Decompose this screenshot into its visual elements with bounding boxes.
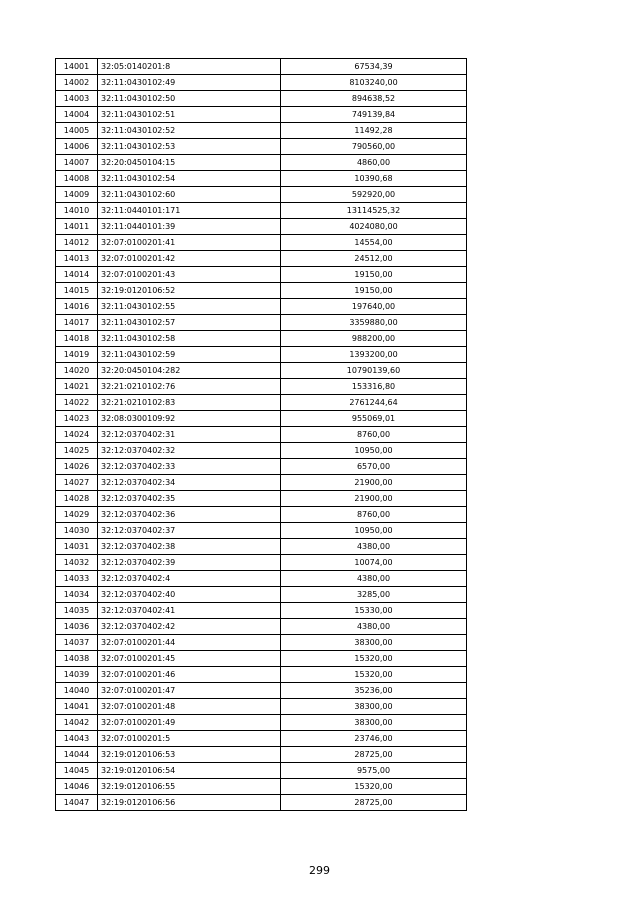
table-row xyxy=(56,379,467,395)
table-row xyxy=(56,75,467,91)
cadastral-number: 32:12:0370402:40 xyxy=(98,587,281,603)
cadastral-number: 32:19:0120106:54 xyxy=(98,763,281,779)
table-row xyxy=(56,507,467,523)
cadastral-number: 32:11:0440101:39 xyxy=(98,219,281,235)
row-number: 14027 xyxy=(56,475,98,491)
row-number: 14034 xyxy=(56,587,98,603)
table-row xyxy=(56,203,467,219)
cadastral-value: 6570,00 xyxy=(281,459,467,475)
table-row xyxy=(56,123,467,139)
row-number: 14039 xyxy=(56,667,98,683)
table-row xyxy=(56,219,467,235)
cadastral-value: 749139,84 xyxy=(281,107,467,123)
row-number: 14047 xyxy=(56,795,98,811)
cadastral-value: 2761244,64 xyxy=(281,395,467,411)
row-number: 14036 xyxy=(56,619,98,635)
row-number: 14001 xyxy=(56,59,98,75)
cadastral-number: 32:07:0100201:5 xyxy=(98,731,281,747)
cadastral-value: 9575,00 xyxy=(281,763,467,779)
table-row xyxy=(56,731,467,747)
table-row xyxy=(56,715,467,731)
cadastral-value: 15320,00 xyxy=(281,651,467,667)
cadastral-number: 32:21:0210102:83 xyxy=(98,395,281,411)
table-row xyxy=(56,347,467,363)
cadastral-number: 32:20:0450104:282 xyxy=(98,363,281,379)
table-body xyxy=(56,59,467,811)
cadastral-number: 32:11:0430102:53 xyxy=(98,139,281,155)
row-number: 14029 xyxy=(56,507,98,523)
cadastral-number: 32:12:0370402:36 xyxy=(98,507,281,523)
cadastral-value: 23746,00 xyxy=(281,731,467,747)
table-row xyxy=(56,571,467,587)
cadastral-value: 13114525,32 xyxy=(281,203,467,219)
row-number: 14026 xyxy=(56,459,98,475)
row-number: 14014 xyxy=(56,267,98,283)
table-row xyxy=(56,699,467,715)
cadastral-number: 32:11:0430102:50 xyxy=(98,91,281,107)
cadastral-value: 35236,00 xyxy=(281,683,467,699)
row-number: 14038 xyxy=(56,651,98,667)
cadastral-number: 32:11:0430102:52 xyxy=(98,123,281,139)
cadastral-value: 790560,00 xyxy=(281,139,467,155)
row-number: 14040 xyxy=(56,683,98,699)
cadastral-value: 21900,00 xyxy=(281,475,467,491)
table-row xyxy=(56,747,467,763)
table-row xyxy=(56,443,467,459)
cadastral-value: 10790139,60 xyxy=(281,363,467,379)
cadastral-number: 32:19:0120106:52 xyxy=(98,283,281,299)
cadastral-value: 15320,00 xyxy=(281,779,467,795)
cadastral-value: 153316,80 xyxy=(281,379,467,395)
cadastral-value: 10950,00 xyxy=(281,443,467,459)
cadastral-number: 32:07:0100201:47 xyxy=(98,683,281,699)
row-number: 14011 xyxy=(56,219,98,235)
row-number: 14021 xyxy=(56,379,98,395)
cadastral-value: 28725,00 xyxy=(281,795,467,811)
cadastral-number: 32:19:0120106:56 xyxy=(98,795,281,811)
cadastral-value: 21900,00 xyxy=(281,491,467,507)
row-number: 14010 xyxy=(56,203,98,219)
table-row xyxy=(56,619,467,635)
cadastral-number: 32:11:0440101:171 xyxy=(98,203,281,219)
cadastral-value: 4380,00 xyxy=(281,619,467,635)
row-number: 14046 xyxy=(56,779,98,795)
cadastral-value: 4024080,00 xyxy=(281,219,467,235)
cadastral-number: 32:21:0210102:76 xyxy=(98,379,281,395)
cadastral-number: 32:07:0100201:49 xyxy=(98,715,281,731)
row-number: 14002 xyxy=(56,75,98,91)
cadastral-number: 32:19:0120106:55 xyxy=(98,779,281,795)
table-row xyxy=(56,523,467,539)
cadastral-value: 38300,00 xyxy=(281,715,467,731)
table-row xyxy=(56,779,467,795)
row-number: 14023 xyxy=(56,411,98,427)
row-number: 14035 xyxy=(56,603,98,619)
table-row xyxy=(56,683,467,699)
row-number: 14016 xyxy=(56,299,98,315)
table-row xyxy=(56,395,467,411)
cadastral-value-table xyxy=(55,58,467,811)
row-number: 14019 xyxy=(56,347,98,363)
cadastral-value: 955069,01 xyxy=(281,411,467,427)
table-row xyxy=(56,251,467,267)
cadastral-number: 32:12:0370402:39 xyxy=(98,555,281,571)
cadastral-value: 4860,00 xyxy=(281,155,467,171)
cadastral-value: 592920,00 xyxy=(281,187,467,203)
cadastral-number: 32:11:0430102:54 xyxy=(98,171,281,187)
row-number: 14025 xyxy=(56,443,98,459)
row-number: 14032 xyxy=(56,555,98,571)
cadastral-value: 19150,00 xyxy=(281,283,467,299)
table-row xyxy=(56,475,467,491)
table-row xyxy=(56,427,467,443)
row-number: 14006 xyxy=(56,139,98,155)
cadastral-number: 32:11:0430102:55 xyxy=(98,299,281,315)
table-row xyxy=(56,315,467,331)
table-row xyxy=(56,603,467,619)
table-row xyxy=(56,331,467,347)
row-number: 14022 xyxy=(56,395,98,411)
table-row xyxy=(56,267,467,283)
row-number: 14004 xyxy=(56,107,98,123)
cadastral-number: 32:12:0370402:32 xyxy=(98,443,281,459)
table-row xyxy=(56,667,467,683)
row-number: 14008 xyxy=(56,171,98,187)
row-number: 14005 xyxy=(56,123,98,139)
row-number: 14037 xyxy=(56,635,98,651)
table-row xyxy=(56,411,467,427)
table-row xyxy=(56,555,467,571)
cadastral-number: 32:20:0450104:15 xyxy=(98,155,281,171)
row-number: 14003 xyxy=(56,91,98,107)
cadastral-value: 10074,00 xyxy=(281,555,467,571)
cadastral-value: 38300,00 xyxy=(281,699,467,715)
cadastral-value: 19150,00 xyxy=(281,267,467,283)
row-number: 14030 xyxy=(56,523,98,539)
cadastral-value: 67534,39 xyxy=(281,59,467,75)
row-number: 14045 xyxy=(56,763,98,779)
table-row xyxy=(56,795,467,811)
table-row xyxy=(56,587,467,603)
cadastral-number: 32:07:0100201:41 xyxy=(98,235,281,251)
table-row xyxy=(56,107,467,123)
table-row xyxy=(56,235,467,251)
row-number: 14042 xyxy=(56,715,98,731)
row-number: 14028 xyxy=(56,491,98,507)
cadastral-number: 32:11:0430102:58 xyxy=(98,331,281,347)
cadastral-number: 32:11:0430102:51 xyxy=(98,107,281,123)
cadastral-number: 32:19:0120106:53 xyxy=(98,747,281,763)
cadastral-value: 10950,00 xyxy=(281,523,467,539)
table-row xyxy=(56,139,467,155)
cadastral-value: 15320,00 xyxy=(281,667,467,683)
table-row xyxy=(56,155,467,171)
row-number: 14012 xyxy=(56,235,98,251)
cadastral-value: 11492,28 xyxy=(281,123,467,139)
table-row xyxy=(56,171,467,187)
row-number: 14015 xyxy=(56,283,98,299)
cadastral-value: 1393200,00 xyxy=(281,347,467,363)
table-row xyxy=(56,59,467,75)
cadastral-number: 32:12:0370402:34 xyxy=(98,475,281,491)
table-row xyxy=(56,491,467,507)
cadastral-number: 32:07:0100201:44 xyxy=(98,635,281,651)
cadastral-number: 32:12:0370402:33 xyxy=(98,459,281,475)
cadastral-value: 3285,00 xyxy=(281,587,467,603)
row-number: 14043 xyxy=(56,731,98,747)
cadastral-number: 32:07:0100201:45 xyxy=(98,651,281,667)
cadastral-number: 32:12:0370402:41 xyxy=(98,603,281,619)
row-number: 14007 xyxy=(56,155,98,171)
cadastral-value: 10390,68 xyxy=(281,171,467,187)
cadastral-number: 32:11:0430102:57 xyxy=(98,315,281,331)
cadastral-value: 8760,00 xyxy=(281,427,467,443)
cadastral-value: 988200,00 xyxy=(281,331,467,347)
cadastral-number: 32:12:0370402:31 xyxy=(98,427,281,443)
row-number: 14013 xyxy=(56,251,98,267)
row-number: 14009 xyxy=(56,187,98,203)
table-row xyxy=(56,459,467,475)
cadastral-value: 4380,00 xyxy=(281,539,467,555)
table-row xyxy=(56,635,467,651)
cadastral-number: 32:07:0100201:46 xyxy=(98,667,281,683)
row-number: 14031 xyxy=(56,539,98,555)
cadastral-number: 32:07:0100201:42 xyxy=(98,251,281,267)
table-row xyxy=(56,299,467,315)
cadastral-value: 38300,00 xyxy=(281,635,467,651)
row-number: 14041 xyxy=(56,699,98,715)
cadastral-value: 8103240,00 xyxy=(281,75,467,91)
page-number: 299 xyxy=(309,864,330,877)
row-number: 14020 xyxy=(56,363,98,379)
cadastral-number: 32:05:0140201:8 xyxy=(98,59,281,75)
cadastral-value: 197640,00 xyxy=(281,299,467,315)
table-row xyxy=(56,91,467,107)
row-number: 14018 xyxy=(56,331,98,347)
table-row xyxy=(56,539,467,555)
cadastral-value: 8760,00 xyxy=(281,507,467,523)
table-row xyxy=(56,363,467,379)
table-row xyxy=(56,651,467,667)
cadastral-value: 4380,00 xyxy=(281,571,467,587)
row-number: 14017 xyxy=(56,315,98,331)
cadastral-value: 14554,00 xyxy=(281,235,467,251)
cadastral-value: 3359880,00 xyxy=(281,315,467,331)
cadastral-number: 32:12:0370402:42 xyxy=(98,619,281,635)
cadastral-number: 32:11:0430102:60 xyxy=(98,187,281,203)
cadastral-value: 24512,00 xyxy=(281,251,467,267)
cadastral-number: 32:08:0300109:92 xyxy=(98,411,281,427)
cadastral-number: 32:11:0430102:49 xyxy=(98,75,281,91)
cadastral-number: 32:11:0430102:59 xyxy=(98,347,281,363)
cadastral-number: 32:07:0100201:43 xyxy=(98,267,281,283)
cadastral-number: 32:12:0370402:37 xyxy=(98,523,281,539)
cadastral-value: 28725,00 xyxy=(281,747,467,763)
cadastral-number: 32:07:0100201:48 xyxy=(98,699,281,715)
table-row xyxy=(56,283,467,299)
cadastral-value: 15330,00 xyxy=(281,603,467,619)
cadastral-number: 32:12:0370402:38 xyxy=(98,539,281,555)
row-number: 14024 xyxy=(56,427,98,443)
row-number: 14044 xyxy=(56,747,98,763)
cadastral-number: 32:12:0370402:4 xyxy=(98,571,281,587)
cadastral-value: 894638,52 xyxy=(281,91,467,107)
row-number: 14033 xyxy=(56,571,98,587)
cadastral-number: 32:12:0370402:35 xyxy=(98,491,281,507)
table-row xyxy=(56,763,467,779)
table-row xyxy=(56,187,467,203)
